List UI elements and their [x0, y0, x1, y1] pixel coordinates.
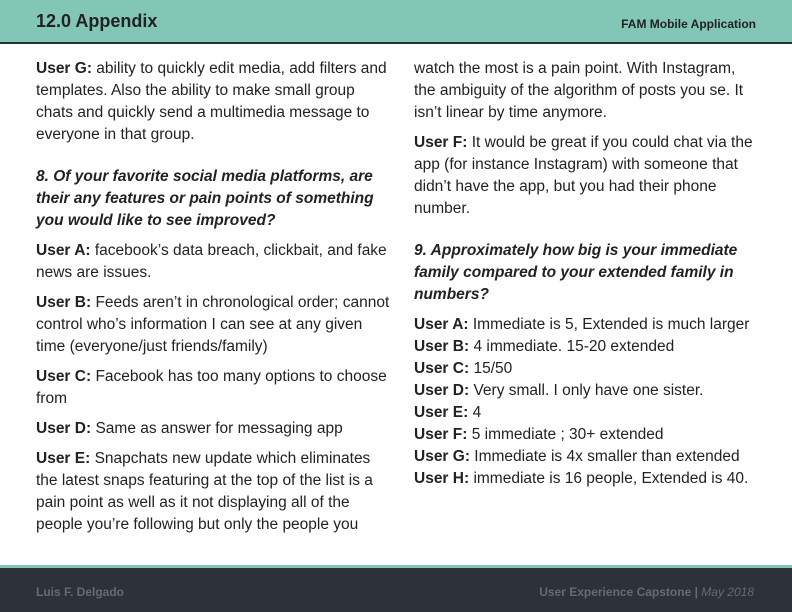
- page-header: [0, 0, 792, 44]
- right-column: [414, 58, 760, 490]
- page-footer: [0, 565, 792, 612]
- question-9: 9. Approximately how big is your immediate family compared to your extended family in numbers?: [414, 242, 738, 303]
- answer-row: [414, 402, 760, 424]
- answer-a-q8: [36, 240, 392, 284]
- answer-text: ability to quickly edit media, add filters and templates. Also the ability to make small group chats and quickly send a multimedia message to everyone in that group.: [36, 60, 387, 143]
- answer-text: facebook’s data breach, clickbait, and fake news are issues.: [36, 242, 387, 281]
- page-title: 12.0 Appendix: [36, 11, 158, 31]
- answer-d-q8: [36, 418, 392, 440]
- answer-c-q8: [36, 366, 392, 410]
- user-label: User E:: [414, 404, 469, 421]
- answer-text: It would be great if you could chat via the app (for instance Instagram) with someone that didn’t have the app, but you had their phone number.: [414, 134, 753, 217]
- user-label: User F:: [414, 426, 468, 443]
- answer-row: [414, 380, 760, 402]
- answer-e-q8: [36, 448, 392, 536]
- footer-course-info: [539, 585, 754, 599]
- answer-row: [414, 314, 760, 336]
- user-label: User G:: [414, 448, 470, 465]
- answer-text: 15/50: [469, 360, 513, 377]
- user-label: User F:: [414, 134, 468, 151]
- answer-text: Very small. I only have one sister.: [469, 382, 704, 399]
- user-label: User B:: [36, 294, 92, 311]
- answer-row: [414, 336, 760, 358]
- answer-text: Same as answer for messaging app: [91, 420, 343, 437]
- answer-row: [414, 424, 760, 446]
- answer-e-continued: watch the most is a pain point. With Instagram, the ambiguity of the algorithm of posts you se. It isn’t linear by time anymore.: [414, 60, 744, 121]
- answers-q9: [414, 314, 760, 490]
- answer-text: Immediate is 5, Extended is much larger: [468, 316, 750, 333]
- answer-b-q8: [36, 292, 392, 358]
- footer-date: May 2018: [701, 585, 754, 599]
- user-label: User D:: [36, 420, 92, 437]
- answer-text: Snapchats new update which eliminates the latest snaps featuring at the top of the list is a pain point as well as it not displaying all of the people you’re following but only the people you: [36, 450, 373, 533]
- user-label: User G:: [36, 60, 92, 77]
- user-label: User H:: [414, 470, 470, 487]
- answer-row: [414, 358, 760, 380]
- answer-g-q7: [36, 58, 392, 146]
- course-name: User Experience Capstone |: [539, 585, 698, 599]
- answer-text: immediate is 16 people, Extended is 40.: [469, 470, 749, 487]
- app-name: FAM Mobile Application: [621, 17, 756, 31]
- answer-row: [414, 468, 760, 490]
- user-label: User A:: [414, 316, 469, 333]
- user-label: User B:: [414, 338, 470, 355]
- left-column: [36, 58, 392, 544]
- answer-text: 5 immediate ; 30+ extended: [467, 426, 664, 443]
- question-8: 8. Of your favorite social media platforms, are their any features or pain points of something you would like to see improved?: [36, 168, 374, 229]
- user-label: User E:: [36, 450, 91, 467]
- user-label: User D:: [414, 382, 470, 399]
- answer-text: 4: [468, 404, 482, 421]
- user-label: User A:: [36, 242, 91, 259]
- answer-text: Facebook has too many options to choose from: [36, 368, 387, 407]
- answer-text: 4 immediate. 15-20 extended: [469, 338, 675, 355]
- author-name: Luis F. Delgado: [36, 585, 125, 599]
- user-label: User C:: [36, 368, 92, 385]
- answer-text: Feeds aren’t in chronological order; cannot control who’s information I can see at any given time (everyone/just friends/family): [36, 294, 390, 355]
- user-label: User C:: [414, 360, 470, 377]
- answer-text: Immediate is 4x smaller than extended: [470, 448, 740, 465]
- answer-f-q8: [414, 132, 760, 220]
- answer-row: [414, 446, 760, 468]
